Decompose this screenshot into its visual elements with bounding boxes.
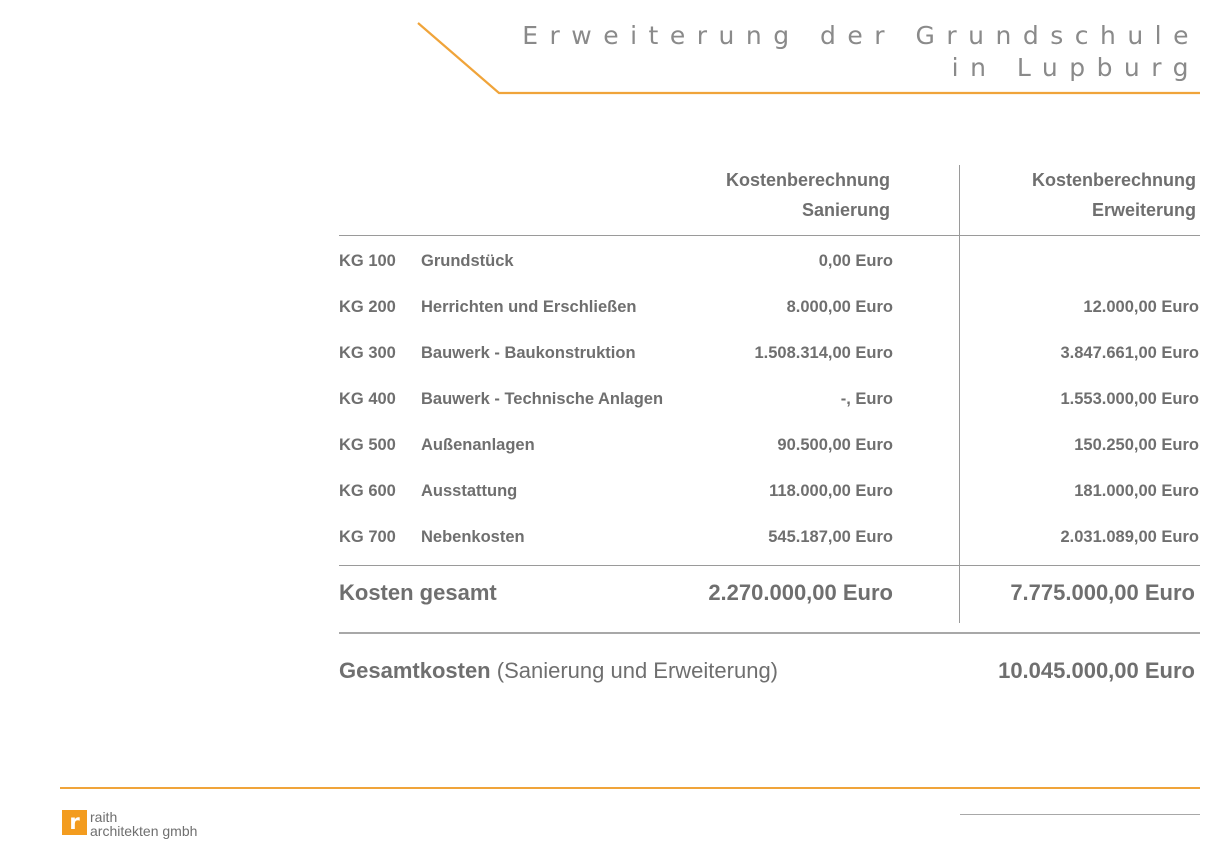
cost-group-code: KG 100 bbox=[339, 252, 396, 270]
value-erweiterung: 2.031.089,00 Euro bbox=[1060, 528, 1199, 546]
header-erweiterung-line-1: Kostenberechnung bbox=[1031, 170, 1196, 190]
value-erweiterung: 3.847.661,00 Euro bbox=[1060, 344, 1199, 362]
header-sanierung-line-1: Kostenberechnung bbox=[725, 170, 890, 190]
header-erweiterung bbox=[1032, 165, 1196, 225]
logo-line-1: raith bbox=[90, 809, 118, 825]
cost-group-code: KG 200 bbox=[339, 298, 396, 316]
grand-total-row bbox=[339, 634, 1200, 694]
cost-group-label: Außenanlagen bbox=[421, 436, 535, 454]
cost-group-code: KG 500 bbox=[339, 436, 396, 454]
value-sanierung: -, Euro bbox=[840, 390, 893, 408]
page-title-line-2: in Lupburg bbox=[951, 53, 1200, 82]
table-row bbox=[339, 380, 1200, 426]
company-logo bbox=[62, 810, 197, 838]
footer-gray-line bbox=[960, 814, 1200, 815]
page-title bbox=[522, 20, 1200, 84]
table-row bbox=[339, 426, 1200, 472]
grand-total-label bbox=[339, 658, 778, 684]
value-erweiterung: 150.250,00 Euro bbox=[1074, 436, 1199, 454]
cost-group-label: Herrichten und Erschließen bbox=[421, 298, 637, 316]
cost-group-label: Ausstattung bbox=[421, 482, 518, 500]
table-row bbox=[339, 472, 1200, 518]
cost-group-code: KG 600 bbox=[339, 482, 396, 500]
table-body bbox=[339, 236, 1200, 564]
value-erweiterung: 12.000,00 Euro bbox=[1083, 298, 1199, 316]
grand-total-value: 10.045.000,00 Euro bbox=[998, 658, 1195, 683]
cost-table bbox=[339, 165, 1200, 694]
cost-group-label: Grundstück bbox=[421, 252, 514, 270]
table-header bbox=[339, 165, 1200, 236]
value-sanierung: 8.000,00 Euro bbox=[786, 298, 893, 316]
grand-total-label-rest: (Sanierung und Erweiterung) bbox=[490, 658, 779, 683]
table-row bbox=[339, 288, 1200, 334]
logo-line-2: architekten gmbh bbox=[90, 823, 198, 839]
table-row bbox=[339, 242, 1200, 288]
value-sanierung: 545.187,00 Euro bbox=[768, 528, 893, 546]
table-row bbox=[339, 334, 1200, 380]
header-sanierung bbox=[726, 165, 890, 225]
cost-group-label: Bauwerk - Baukonstruktion bbox=[421, 344, 636, 362]
total-row bbox=[339, 565, 1200, 634]
cost-group-label: Nebenkosten bbox=[421, 528, 525, 546]
cost-group-code: KG 700 bbox=[339, 528, 396, 546]
total-sanierung: 2.270.000,00 Euro bbox=[708, 580, 893, 605]
cost-group-label: Bauwerk - Technische Anlagen bbox=[421, 390, 664, 408]
table-row bbox=[339, 518, 1200, 564]
value-sanierung: 90.500,00 Euro bbox=[777, 436, 893, 454]
logo-text bbox=[90, 810, 197, 838]
value-erweiterung: 1.553.000,00 Euro bbox=[1060, 390, 1199, 408]
grand-total-label-bold: Gesamtkosten bbox=[339, 658, 491, 683]
footer-accent-line bbox=[60, 787, 1200, 789]
value-sanierung: 0,00 Euro bbox=[818, 252, 893, 270]
header-erweiterung-line-2: Erweiterung bbox=[1091, 200, 1196, 220]
value-sanierung: 1.508.314,00 Euro bbox=[754, 344, 893, 362]
total-label: Kosten gesamt bbox=[339, 580, 497, 605]
logo-mark-icon: r bbox=[62, 810, 87, 835]
cost-group-code: KG 400 bbox=[339, 390, 396, 408]
value-erweiterung: 181.000,00 Euro bbox=[1074, 482, 1199, 500]
total-erweiterung: 7.775.000,00 Euro bbox=[1010, 580, 1195, 605]
header-sanierung-line-2: Sanierung bbox=[801, 200, 890, 220]
value-sanierung: 118.000,00 Euro bbox=[769, 482, 893, 500]
page-title-line-1: Erweiterung der Grundschule bbox=[522, 21, 1200, 50]
cost-group-code: KG 300 bbox=[339, 344, 396, 362]
